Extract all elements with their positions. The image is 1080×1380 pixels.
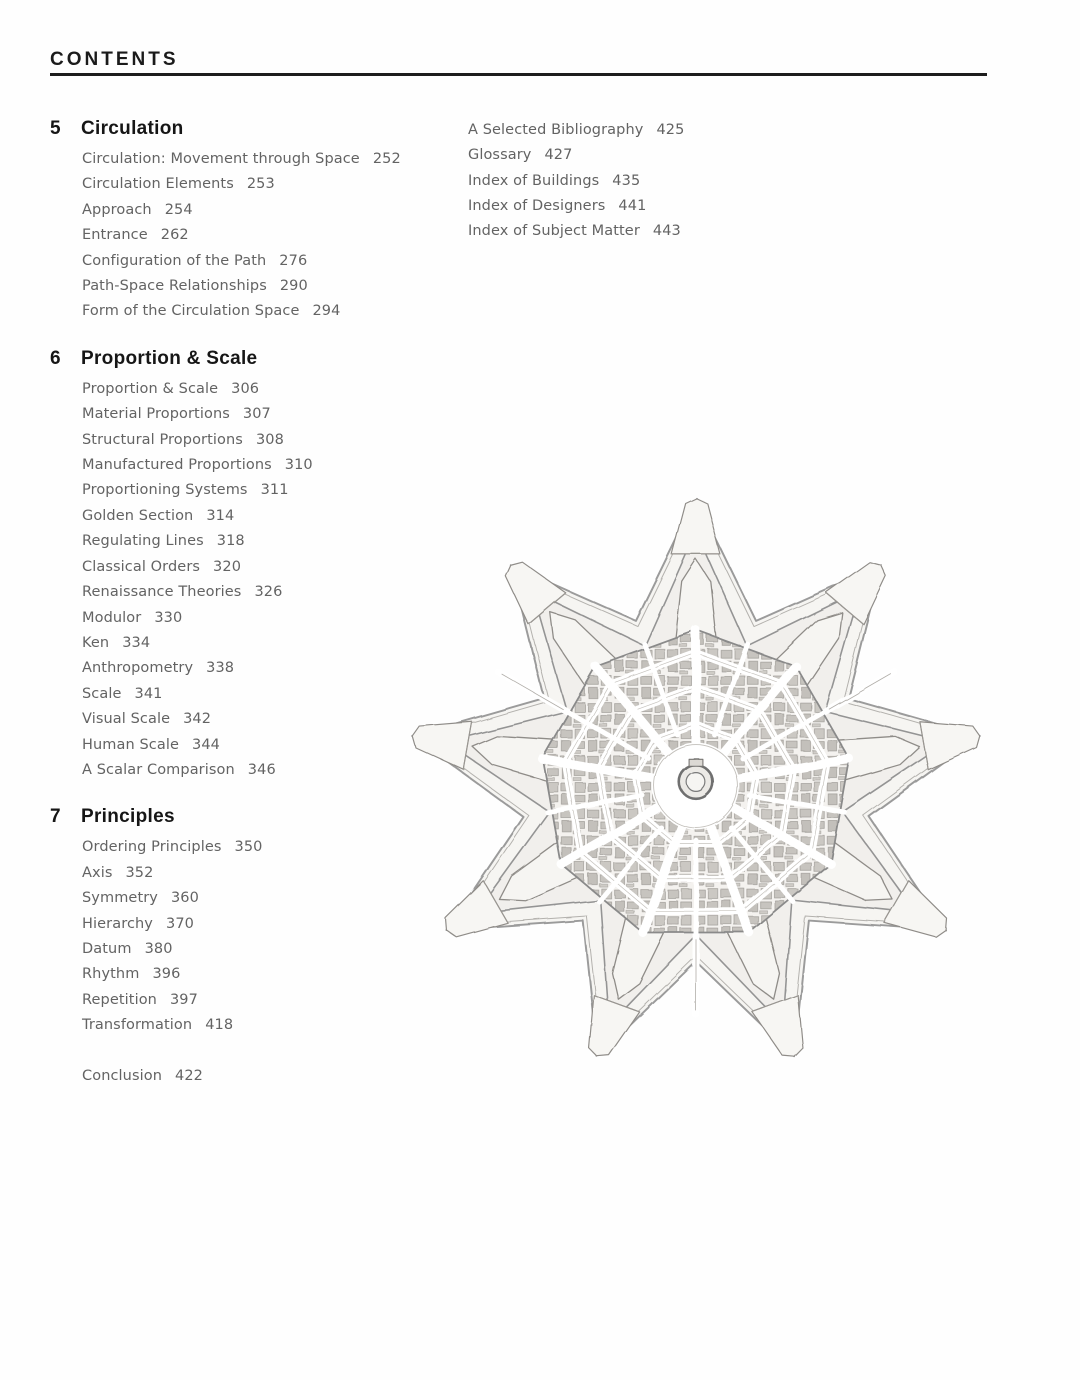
backmatter-item [468, 143, 788, 168]
toc-item-label: Conclusion [82, 1067, 163, 1084]
chapter-title: Principles [81, 806, 175, 828]
toc-item-page: 314 [206, 507, 235, 524]
toc-item-label: Path-Space Relationships [82, 278, 267, 295]
toc-item-label: Anthropometry [82, 660, 194, 677]
toc-item-page: 342 [183, 711, 212, 728]
toc-item-label: Rhythm [82, 966, 140, 983]
toc-item-page: 435 [612, 172, 641, 189]
toc-item-label: Structural Proportions [82, 431, 243, 448]
toc-item-label: Form of the Circulation Space [82, 303, 300, 320]
toc-item-label: Proportion & Scale [82, 380, 219, 397]
toc-item [82, 299, 460, 324]
toc-item-page: 418 [205, 1017, 234, 1034]
toc-item-page: 306 [231, 380, 260, 397]
toc-item [82, 172, 460, 197]
toc-item-label: Modulor [82, 609, 142, 626]
page-title: CONTENTS [50, 49, 179, 70]
toc-item-label: Index of Buildings [468, 172, 600, 189]
toc-item-page: 350 [234, 839, 263, 856]
toc-item-page: 380 [144, 940, 173, 957]
toc-item-label: Golden Section [82, 507, 194, 524]
toc-item-page: 425 [656, 122, 685, 138]
toc-item-label: Configuration of the Path [82, 252, 267, 269]
toc-item-page: 294 [312, 303, 341, 320]
toc-item-label: Hierarchy [82, 915, 153, 932]
toc-item-page: 320 [213, 558, 242, 575]
toc-item-page: 311 [260, 482, 289, 499]
toc-item-page: 330 [154, 609, 183, 626]
toc-item-label: Symmetry [82, 890, 158, 907]
toc-item-label: Visual Scale [82, 711, 171, 728]
toc-item-page: 344 [192, 736, 220, 753]
chapter-block [50, 118, 460, 325]
toc-item [82, 274, 460, 299]
toc-item-page: 310 [284, 457, 313, 474]
toc-item-label: Ken [82, 634, 110, 651]
toc-item-page: 318 [216, 533, 245, 550]
toc-item-page: 441 [618, 197, 647, 214]
chapter-number: 5 [50, 118, 61, 139]
toc-item-label: Glossary [468, 147, 532, 164]
toc-item-label: Material Proportions [82, 406, 230, 423]
toc-item [82, 249, 460, 274]
toc-item-label: Classical Orders [82, 558, 201, 575]
backmatter-item [468, 118, 788, 143]
toc-item-label: Ordering Principles [82, 839, 222, 856]
toc-item-page: 397 [169, 991, 198, 1008]
toc-item-label: Manufactured Proportions [82, 457, 272, 474]
toc-item-label: Regulating Lines [82, 533, 204, 550]
toc-item [82, 428, 460, 453]
toc-item-label: Renaissance Theories [82, 584, 242, 601]
toc-item-label: A Scalar Comparison [82, 761, 235, 778]
toc-item [82, 198, 460, 223]
header-rule [50, 73, 987, 76]
toc-item-page: 396 [152, 966, 181, 983]
toc-item-page: 360 [170, 890, 199, 907]
toc-item-label: Circulation Elements [82, 176, 234, 193]
toc-item [82, 402, 460, 427]
toc-item-page: 427 [544, 147, 573, 164]
toc-left-column [50, 110, 460, 1089]
toc-item-label: Scale [82, 685, 122, 702]
toc-item-page: 253 [246, 176, 275, 193]
chapter-number: 7 [50, 806, 61, 828]
toc-item-label: Repetition [82, 991, 157, 1008]
toc-item-label: Proportioning Systems [82, 482, 248, 499]
toc-item-label: Human Scale [82, 736, 180, 753]
toc-item-page: 334 [122, 634, 151, 651]
toc-item-page: 370 [166, 915, 194, 932]
toc-item-page: 290 [279, 278, 308, 295]
toc-item-page: 254 [164, 201, 193, 218]
chapter-heading [50, 348, 460, 370]
toc-item-page: 338 [206, 660, 235, 677]
toc-item [82, 377, 460, 402]
toc-item [82, 223, 460, 248]
toc-item-page: 308 [255, 431, 284, 448]
chapter-item-list [82, 147, 460, 325]
toc-item-page: 276 [279, 252, 308, 269]
chapter-block [50, 348, 460, 784]
toc-item [82, 453, 460, 478]
toc-item-page: 422 [175, 1067, 204, 1084]
star-fort-illustration [400, 488, 992, 1080]
toc-item-label: Datum [82, 940, 132, 957]
chapter-heading [50, 118, 460, 140]
backmatter-item [468, 219, 788, 244]
chapter-title: Circulation [81, 118, 184, 139]
toc-item-page: 307 [242, 406, 271, 423]
backmatter-item [468, 194, 788, 219]
fort-drawing-group [412, 498, 980, 1057]
toc-item-label: Circulation: Movement through Space [82, 151, 360, 167]
chapter-block [50, 806, 460, 1038]
toc-item-label: Transformation [82, 1017, 193, 1034]
toc-item-page: 346 [247, 761, 276, 778]
toc-item-label: A Selected Bibliography [468, 122, 644, 138]
toc-item-label: Entrance [82, 227, 148, 244]
toc-item-page: 352 [125, 864, 154, 881]
toc-item-label: Approach [82, 201, 152, 218]
toc-item-page: 326 [254, 584, 283, 601]
toc-item-label: Index of Subject Matter [468, 223, 640, 240]
toc-item-page: 252 [372, 151, 401, 167]
toc-item-page: 341 [134, 685, 163, 702]
toc-item-page: 443 [652, 223, 681, 240]
toc-item-label: Index of Designers [468, 197, 606, 214]
star-fort-plan-drawing [400, 488, 992, 1080]
chapter-title: Proportion & Scale [81, 347, 258, 369]
backmatter-item [468, 169, 788, 194]
backmatter-list [468, 115, 788, 244]
toc-item-page: 262 [160, 227, 189, 244]
toc-item [82, 147, 460, 172]
toc-item-label: Axis [82, 864, 113, 881]
chapter-heading [50, 806, 460, 828]
chapter-number: 6 [50, 347, 61, 369]
